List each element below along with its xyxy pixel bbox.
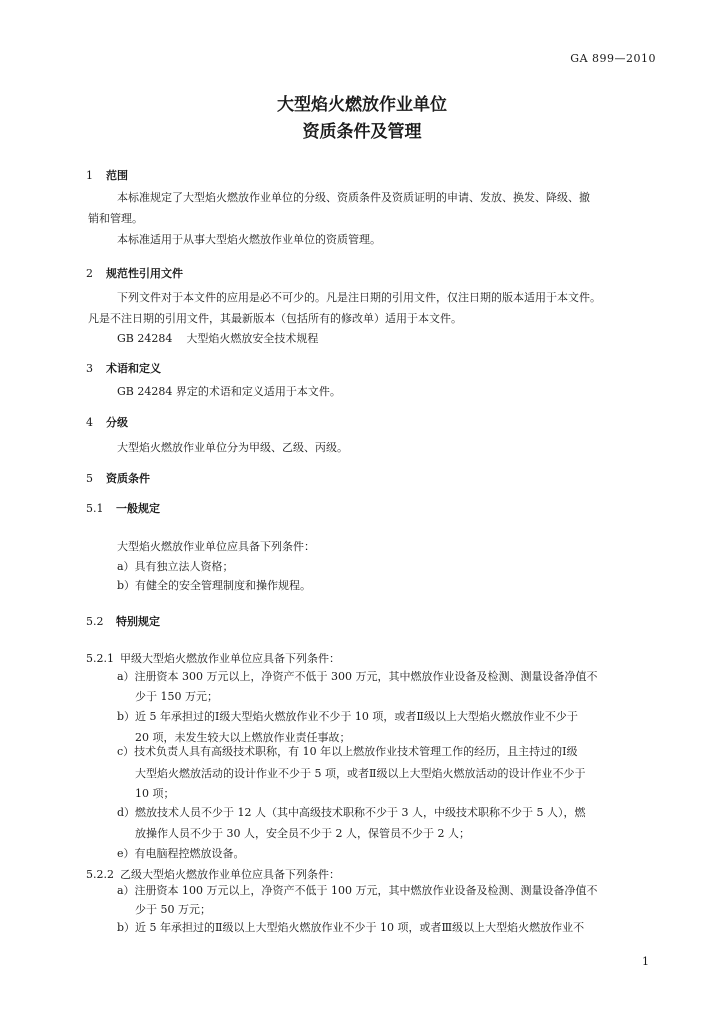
list-item: c）技术负责人具有高级技术职称，有 10 年以上燃放作业技术管理工作的经历，且主持过的Ⅰ级 <box>117 745 578 758</box>
list-item-continuation: 少于 50 万元； <box>135 903 211 916</box>
section-title: 规范性引用文件 <box>106 267 183 280</box>
section-number: 4 <box>86 416 93 429</box>
section-4-heading <box>86 414 128 430</box>
page-number: 1 <box>642 955 649 968</box>
section-title: 分级 <box>106 416 128 429</box>
title-line-1: 大型焰火燃放作业单位 <box>277 95 447 115</box>
paragraph: 本标准适用于从事大型焰火燃放作业单位的资质管理。 <box>117 233 381 246</box>
list-item-continuation: 10 项； <box>135 787 175 800</box>
paragraph: GB 24284 界定的术语和定义适用于本文件。 <box>117 385 341 398</box>
section-number: 5.1 <box>86 502 104 515</box>
clause-number: 5.2.2 <box>86 868 114 881</box>
document-code: GA 899—2010 <box>570 52 656 65</box>
clause-intro: 乙级大型焰火燃放作业单位应具备下列条件： <box>120 868 340 881</box>
section-number: 5.2 <box>86 615 104 628</box>
section-number: 3 <box>86 362 93 375</box>
reference-item: GB 24284 大型焰火燃放安全技术规程 <box>117 332 319 345</box>
paragraph: 大型焰火燃放作业单位分为甲级、乙级、丙级。 <box>117 441 348 454</box>
section-2-heading <box>86 265 183 281</box>
paragraph: 下列文件对于本文件的应用是必不可少的。凡是注日期的引用文件，仅注日期的版本适用于本文件。 <box>117 291 601 304</box>
list-item: d）燃放技术人员不少于 12 人（其中高级技术职称不少于 3 人，中级技术职称不少于 5 人），燃 <box>117 806 586 819</box>
list-item: b）近 5 年承担过的Ⅱ级以上大型焰火燃放作业不少于 10 项，或者Ⅲ级以上大型焰火燃放作业不 <box>117 921 585 934</box>
paragraph: 本标准规定了大型焰火燃放作业单位的分级、资质条件及资质证明的申请、发放、换发、降级、撤 <box>117 191 590 204</box>
section-title: 范围 <box>106 169 128 182</box>
list-item: a）具有独立法人资格； <box>117 560 234 573</box>
section-1-heading <box>86 167 128 183</box>
list-item-continuation: 放操作人员不少于 30 人，安全员不少于 2 人，保管员不少于 2 人； <box>135 827 470 840</box>
section-3-heading <box>86 360 161 376</box>
paragraph: 销和管理。 <box>88 212 143 225</box>
section-5-1-heading <box>86 500 160 516</box>
paragraph: 凡是不注日期的引用文件，其最新版本（包括所有的修改单）适用于本文件。 <box>88 312 462 325</box>
list-item: b）有健全的安全管理制度和操作规程。 <box>117 579 312 592</box>
list-item: e）有电脑程控燃放设备。 <box>117 847 245 860</box>
section-title: 资质条件 <box>106 472 150 485</box>
section-5-heading <box>86 470 150 486</box>
section-number: 2 <box>86 267 93 280</box>
section-number: 5 <box>86 472 93 485</box>
list-item-continuation: 大型焰火燃放活动的设计作业不少于 5 项，或者Ⅱ级以上大型焰火燃放活动的设计作业不少于 <box>135 767 586 780</box>
section-5-2-heading <box>86 613 160 629</box>
paragraph: 大型焰火燃放作业单位应具备下列条件： <box>117 540 315 553</box>
clause-intro: 甲级大型焰火燃放作业单位应具备下列条件： <box>120 652 340 665</box>
section-title: 一般规定 <box>116 502 160 515</box>
list-item-continuation: 20 项，未发生较大以上燃放作业责任事故； <box>135 731 351 744</box>
list-item: a）注册资本 100 万元以上，净资产不低于 100 万元，其中燃放作业设备及检测、测量设备净值不 <box>117 884 598 897</box>
clause-5-2-1 <box>86 650 340 666</box>
title-line-2: 资质条件及管理 <box>302 122 422 142</box>
section-title: 特别规定 <box>116 615 160 628</box>
section-number: 1 <box>86 169 93 182</box>
list-item: b）近 5 年承担过的Ⅰ级大型焰火燃放作业不少于 10 项，或者Ⅱ级以上大型焰火燃放作业不少于 <box>117 710 578 723</box>
clause-number: 5.2.1 <box>86 652 114 665</box>
list-item-continuation: 少于 150 万元； <box>135 690 218 703</box>
section-title: 术语和定义 <box>106 362 161 375</box>
list-item: a）注册资本 300 万元以上，净资产不低于 300 万元，其中燃放作业设备及检测、测量设备净值不 <box>117 670 598 683</box>
